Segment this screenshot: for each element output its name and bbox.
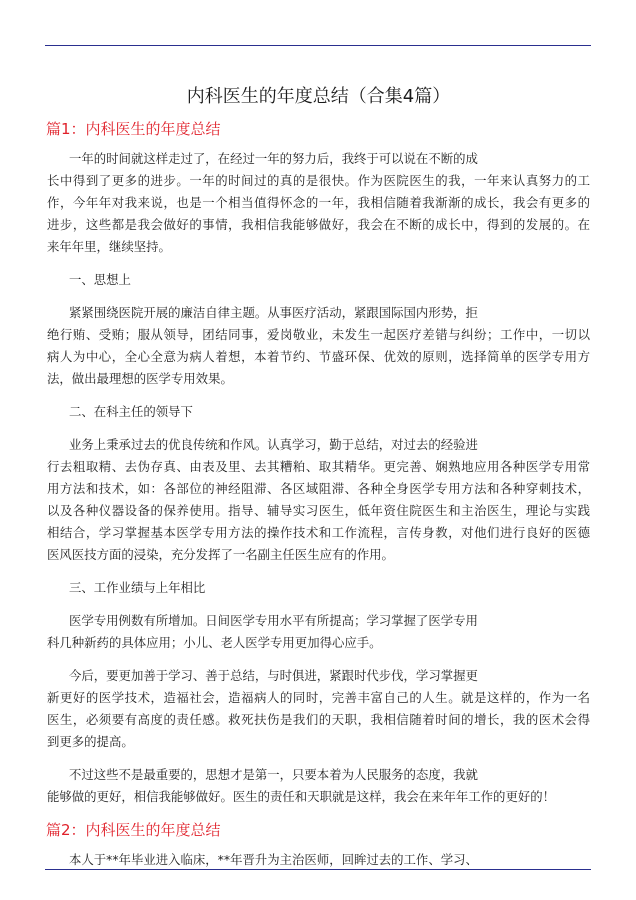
paragraph-line: 医学专用例数有所增加。日间医学专用水平有所提高；学习掌握了医学专用 xyxy=(69,613,478,628)
paragraph-line: 绝行贿、受贿；服从领导，团结同事，爱岗敬业，未发生一起医疗差错与纠纷；工作中，一切以 xyxy=(47,327,590,342)
paragraph xyxy=(47,434,590,566)
paragraph-line: 新更好的医学技术，造福社会，造福病人的同时，完善丰富自己的人生。就是这样的，作为一名 xyxy=(47,690,590,705)
paragraph-line: 进步，这些都是我会做好的事情，我相信我能够做好，我会在不断的成长中，得到的发展的。在 xyxy=(47,217,590,232)
paragraph xyxy=(47,849,590,871)
paragraph-line: 医生，必须要有高度的责任感。救死扶伤是我们的天职，我相信随着时间的增长，我的医术会得 xyxy=(47,712,590,727)
sub-heading: 二、在科主任的领导下 xyxy=(69,404,193,419)
paragraph-line: 医风医技方面的浸染，充分发挥了一名副主任医生应有的作用。 xyxy=(47,547,394,562)
paragraph-line: 作，今年年对我来说，也是一个相当值得怀念的一年，我相信随着我渐渐的成长，我会有更多的 xyxy=(47,195,590,210)
paragraph-line: 病人为中心，全心全意为病人着想，本着节约、节盛环保、优效的原则，选择简单的医学专用方 xyxy=(47,349,590,364)
paragraph xyxy=(47,665,590,753)
paragraph-line: 不过这些不是最重要的，思想才是第一，只要本着为人民服务的态度，我就 xyxy=(69,767,478,782)
paragraph xyxy=(47,302,590,390)
paragraph xyxy=(47,148,590,258)
paragraph-line: 来年年里，继续坚持。 xyxy=(47,239,171,254)
section-heading: 篇1：内科医生的年度总结 xyxy=(46,120,221,138)
paragraph-line: 法，做出最理想的医学专用效果。 xyxy=(47,371,233,386)
paragraph-line: 一年的时间就这样走过了，在经过一年的努力后，我终于可以说在不断的成 xyxy=(69,151,478,166)
document-title: 内科医生的年度总结（合集4篇） xyxy=(186,86,451,107)
paragraph-line: 长中得到了更多的进步。一年的时间过的真的是很快。作为医院医生的我，一年来认真努力的工 xyxy=(47,173,590,188)
section-heading: 篇2：内科医生的年度总结 xyxy=(46,821,221,839)
paragraph xyxy=(47,610,590,654)
top-divider xyxy=(45,45,591,46)
paragraph xyxy=(47,764,590,808)
paragraph-line: 科几种新药的具体应用；小儿、老人医学专用更加得心应手。 xyxy=(47,635,382,650)
paragraph-line: 行去粗取精、去伪存真、由表及里、去其糟粕、取其精华。更完善、娴熟地应用各种医学专用常 xyxy=(47,459,590,474)
document-body xyxy=(47,84,590,882)
paragraph-line: 到更多的提高。 xyxy=(47,734,134,749)
paragraph-line: 紧紧围绕医院开展的廉洁自律主题。从事医疗活动，紧跟国际国内形势，拒 xyxy=(69,305,478,320)
document-sections xyxy=(47,118,590,871)
paragraph-line: 今后，要更加善于学习、善于总结，与时俱进，紧跟时代步伐，学习掌握更 xyxy=(69,668,478,683)
paragraph-line: 用方法和技术，如：各部位的神经阻滞、各区域阻滞、各种全身医学专用方法和各种穿刺技术， xyxy=(47,481,590,496)
bottom-divider xyxy=(45,869,591,870)
sub-heading: 三、工作业绩与上年相比 xyxy=(69,580,206,595)
paragraph-line: 业务上秉承过去的优良传统和作风。认真学习，勤于总结，对过去的经验进 xyxy=(69,437,478,452)
paragraph-line: 以及各种仪器设备的保养使用。指导、辅导实习医生，低年资住院医生和主治医生，理论与实践 xyxy=(47,503,590,518)
paragraph-line: 本人于**年毕业进入临床，**年晋升为主治医师，回眸过去的工作、学习、 xyxy=(69,852,478,867)
paragraph-line: 能够做的更好，相信我能够做好。医生的责任和天职就是这样，我会在来年年工作的更好的！ xyxy=(47,789,556,804)
paragraph-line: 相结合，学习掌握基本医学专用方法的操作技术和工作流程，言传身教，对他们进行良好的医德 xyxy=(47,525,590,540)
sub-heading: 一、思想上 xyxy=(69,272,131,287)
